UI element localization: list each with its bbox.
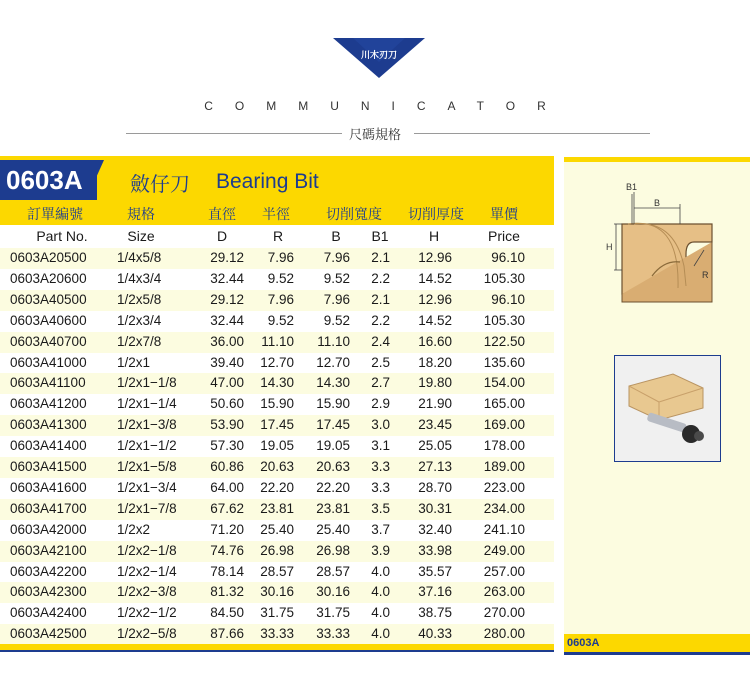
cell-radius: 14.30 — [260, 375, 294, 391]
cell-part-no: 0603A40500 — [10, 291, 87, 307]
cell-b1: 4.0 — [371, 563, 390, 579]
cell-part-no: 0603A42300 — [10, 584, 87, 600]
cell-b1: 3.0 — [371, 417, 390, 433]
cell-height: 16.60 — [418, 333, 452, 349]
cell-height: 19.80 — [418, 375, 452, 391]
cell-radius: 20.63 — [260, 459, 294, 474]
cell-radius: 7.96 — [267, 250, 294, 265]
cell-b1: 2.1 — [371, 250, 390, 265]
cell-b1: 3.5 — [371, 500, 390, 516]
cell-b1: 2.4 — [371, 333, 390, 349]
cell-price: 263.00 — [483, 584, 525, 600]
cell-cut-width: 7.96 — [323, 250, 350, 265]
cell-height: 37.16 — [418, 584, 452, 600]
cell-cut-width: 30.16 — [316, 584, 350, 600]
col-header-d: D — [216, 228, 228, 244]
cell-cut-width: 20.63 — [316, 459, 350, 474]
table-row — [0, 499, 554, 520]
cell-size: 1/2x2 — [117, 521, 151, 537]
product-code: 0603A — [0, 160, 97, 200]
cell-price: 280.00 — [483, 626, 525, 642]
cell-price: 249.00 — [483, 542, 525, 558]
cell-part-no: 0603A41500 — [10, 459, 87, 474]
cell-price: 96.10 — [491, 250, 525, 265]
col-header-size-cn: 規格 — [127, 206, 155, 222]
table-row — [0, 332, 554, 353]
brand-name: COMMUNICATOR — [204, 99, 568, 113]
cell-part-no: 0603A20500 — [10, 250, 87, 265]
table-row — [0, 582, 554, 603]
cell-height: 40.33 — [418, 626, 452, 642]
cell-price: 135.60 — [483, 354, 525, 370]
cell-cut-width: 23.81 — [316, 500, 350, 516]
cell-price: 189.00 — [483, 459, 525, 474]
cell-part-no: 0603A41100 — [10, 375, 86, 391]
cell-price: 257.00 — [483, 563, 525, 579]
cell-price: 169.00 — [483, 417, 525, 433]
cell-radius: 22.20 — [260, 479, 294, 495]
cell-radius: 23.81 — [260, 500, 294, 516]
cell-height: 12.96 — [418, 250, 452, 265]
label-b: B — [654, 198, 661, 208]
table-row — [0, 415, 554, 436]
cell-size: 1/2x5/8 — [117, 291, 162, 307]
cell-cut-width: 33.33 — [316, 626, 350, 642]
cell-radius: 30.16 — [260, 584, 294, 600]
cell-price: 105.30 — [483, 312, 525, 328]
cell-b1: 2.2 — [371, 270, 390, 286]
cell-cut-width: 17.45 — [316, 417, 350, 433]
cell-cut-width: 7.96 — [323, 291, 350, 307]
cell-size: 1/2x7/8 — [117, 333, 162, 349]
cell-diameter: 87.66 — [210, 626, 244, 642]
label-b1: B1 — [626, 182, 638, 192]
cell-height: 33.98 — [418, 542, 452, 558]
table-row — [0, 436, 554, 457]
table-row — [0, 603, 554, 624]
logo-text: 川木刃刀 — [360, 50, 397, 60]
col-header-h: H — [428, 228, 440, 244]
cell-diameter: 32.44 — [210, 270, 244, 286]
table-row — [0, 541, 554, 562]
cell-cut-width: 25.40 — [316, 521, 350, 537]
cell-diameter: 29.12 — [210, 250, 244, 265]
cell-height: 35.57 — [418, 563, 452, 579]
cell-price: 154.00 — [483, 375, 525, 391]
table-row — [0, 562, 554, 583]
cell-diameter: 47.00 — [210, 375, 244, 391]
cell-b1: 2.9 — [371, 396, 390, 412]
panel-bottom-strip — [564, 652, 750, 655]
cell-price: 122.50 — [483, 333, 525, 349]
cell-diameter: 81.32 — [210, 584, 244, 600]
cell-size: 1/2x2−3/8 — [117, 584, 177, 600]
cell-size: 1/2x3/4 — [117, 312, 162, 328]
cell-price: 178.00 — [483, 438, 525, 454]
cell-cut-width: 28.57 — [316, 563, 350, 579]
table-row — [0, 269, 554, 290]
cell-diameter: 32.44 — [210, 312, 244, 328]
table-row — [0, 478, 554, 499]
col-header-r: R — [272, 228, 284, 244]
cell-diameter: 74.76 — [210, 542, 244, 558]
cell-radius: 19.05 — [260, 438, 294, 454]
cell-diameter: 78.14 — [210, 563, 244, 579]
col-header-size: Size — [127, 228, 155, 244]
cell-part-no: 0603A42000 — [10, 521, 87, 537]
table-row — [0, 520, 554, 541]
label-r: R — [702, 270, 709, 280]
cell-price: 270.00 — [483, 605, 525, 621]
cell-height: 14.52 — [418, 270, 452, 286]
cell-cut-width: 19.05 — [316, 438, 350, 454]
cell-part-no: 0603A41200 — [10, 396, 87, 412]
cell-size: 1/2x2−1/2 — [117, 605, 177, 621]
cell-cut-width: 9.52 — [323, 270, 350, 286]
cell-diameter: 84.50 — [210, 605, 244, 621]
cell-size: 1/2x1 — [117, 354, 151, 370]
cell-diameter: 60.86 — [210, 459, 244, 474]
cell-diameter: 50.60 — [210, 396, 244, 412]
cell-part-no: 0603A40700 — [10, 333, 87, 349]
cell-diameter: 53.90 — [210, 417, 244, 433]
cell-radius: 9.52 — [267, 312, 294, 328]
cell-part-no: 0603A40600 — [10, 312, 87, 328]
cell-b1: 2.7 — [371, 375, 390, 391]
table-row — [0, 624, 554, 645]
col-header-price: Price — [488, 228, 520, 244]
cell-size: 1/4x5/8 — [117, 250, 162, 265]
cell-radius: 33.33 — [260, 626, 294, 642]
cell-height: 38.75 — [418, 605, 452, 621]
cell-height: 18.20 — [418, 354, 452, 370]
table-row — [0, 353, 554, 374]
col-header-price-cn: 單價 — [490, 206, 518, 222]
cell-size: 1/2x1−3/8 — [117, 417, 177, 433]
profile-diagram — [594, 180, 724, 310]
table-row — [0, 373, 554, 394]
cell-b1: 3.1 — [371, 438, 390, 454]
cell-radius: 31.75 — [260, 605, 294, 621]
cell-radius: 12.70 — [260, 354, 294, 370]
cell-part-no: 0603A42100 — [10, 542, 87, 558]
col-header-width-cn: 切削寬度 — [326, 206, 382, 222]
cell-radius: 28.57 — [260, 563, 294, 579]
cell-price: 223.00 — [483, 479, 525, 495]
cell-size: 1/2x2−1/4 — [117, 563, 177, 579]
cell-size: 1/2x1−5/8 — [117, 459, 177, 474]
cell-price: 96.10 — [491, 291, 525, 307]
cell-radius: 11.10 — [261, 333, 294, 349]
cell-part-no: 0603A41000 — [10, 354, 87, 370]
cell-height: 27.13 — [418, 459, 452, 474]
cell-radius: 7.96 — [267, 291, 294, 307]
cell-b1: 2.2 — [371, 312, 390, 328]
cell-part-no: 0603A41400 — [10, 438, 87, 454]
cell-b1: 2.5 — [371, 354, 390, 370]
table-row — [0, 290, 554, 311]
cell-height: 28.70 — [418, 479, 452, 495]
cell-cut-width: 31.75 — [316, 605, 350, 621]
cell-cut-width: 15.90 — [316, 396, 350, 412]
cell-radius: 9.52 — [267, 270, 294, 286]
col-header-part-cn: 訂單編號 — [27, 206, 83, 222]
cell-b1: 4.0 — [371, 626, 390, 642]
col-header-b: B — [331, 228, 341, 244]
cell-price: 105.30 — [483, 270, 525, 286]
cell-size: 1/2x2−1/8 — [117, 542, 177, 558]
table-row — [0, 457, 554, 478]
cell-diameter: 57.30 — [210, 438, 244, 454]
cell-b1: 3.7 — [371, 521, 390, 537]
cell-radius: 26.98 — [260, 542, 294, 558]
cell-height: 14.52 — [418, 312, 452, 328]
table-row — [0, 311, 554, 332]
cell-price: 234.00 — [483, 500, 525, 516]
cell-radius: 15.90 — [260, 396, 294, 412]
product-photo — [614, 355, 721, 462]
label-h: H — [606, 242, 613, 252]
table-row — [0, 248, 554, 269]
cell-part-no: 0603A41300 — [10, 417, 87, 433]
cell-part-no: 0603A41700 — [10, 500, 87, 516]
product-name-en: Bearing Bit — [216, 170, 319, 193]
col-header-thickness-cn: 切削厚度 — [408, 206, 464, 222]
cell-part-no: 0603A20600 — [10, 270, 87, 286]
col-header-d-cn: 直徑 — [208, 206, 236, 222]
cell-diameter: 67.62 — [210, 500, 244, 516]
cell-part-no: 0603A42400 — [10, 605, 87, 621]
col-header-b1: B1 — [371, 228, 389, 244]
table-bottom-line — [0, 650, 554, 652]
cell-size: 1/2x1−7/8 — [117, 500, 177, 516]
cell-diameter: 71.20 — [210, 521, 244, 537]
cell-diameter: 36.00 — [210, 333, 244, 349]
cell-radius: 17.45 — [260, 417, 294, 433]
cell-cut-width: 11.10 — [317, 333, 350, 349]
cell-height: 30.31 — [418, 500, 452, 516]
cell-height: 12.96 — [418, 291, 452, 307]
panel-code: 0603A — [564, 634, 750, 652]
cell-b1: 4.0 — [371, 584, 390, 600]
cell-height: 25.05 — [418, 438, 452, 454]
cell-size: 1/2x1−1/4 — [117, 396, 177, 412]
cell-part-no: 0603A42200 — [10, 563, 87, 579]
cell-diameter: 29.12 — [210, 291, 244, 307]
cell-b1: 3.3 — [371, 479, 390, 495]
cell-radius: 25.40 — [260, 521, 294, 537]
cell-part-no: 0603A42500 — [10, 626, 87, 642]
cell-cut-width: 14.30 — [316, 375, 350, 391]
table-row — [0, 394, 554, 415]
cell-size: 1/2x1−1/2 — [117, 438, 177, 454]
col-header-r-cn: 半徑 — [262, 206, 290, 222]
cell-b1: 3.9 — [371, 542, 390, 558]
cell-cut-width: 26.98 — [316, 542, 350, 558]
cell-cut-width: 9.52 — [323, 312, 350, 328]
cell-b1: 3.3 — [371, 459, 390, 474]
cell-diameter: 39.40 — [210, 354, 244, 370]
cell-size: 1/2x1−3/4 — [117, 479, 177, 495]
cell-height: 23.45 — [418, 417, 452, 433]
cell-part-no: 0603A41600 — [10, 479, 87, 495]
cell-price: 165.00 — [483, 396, 525, 412]
cell-b1: 4.0 — [371, 605, 390, 621]
cell-size: 1/2x1−1/8 — [117, 375, 177, 391]
cell-b1: 2.1 — [371, 291, 390, 307]
cell-height: 32.40 — [418, 521, 452, 537]
product-name-cn: 斂仔刀 — [130, 172, 190, 196]
cell-size: 1/2x2−5/8 — [117, 626, 177, 642]
col-header-part: Part No. — [36, 228, 88, 244]
cell-cut-width: 22.20 — [316, 479, 350, 495]
cell-price: 241.10 — [483, 521, 525, 537]
cell-cut-width: 12.70 — [316, 354, 350, 370]
cell-height: 21.90 — [418, 396, 452, 412]
cell-diameter: 64.00 — [210, 479, 244, 495]
page-subtitle: 尺碼規格 — [348, 127, 401, 142]
cell-size: 1/4x3/4 — [117, 270, 162, 286]
